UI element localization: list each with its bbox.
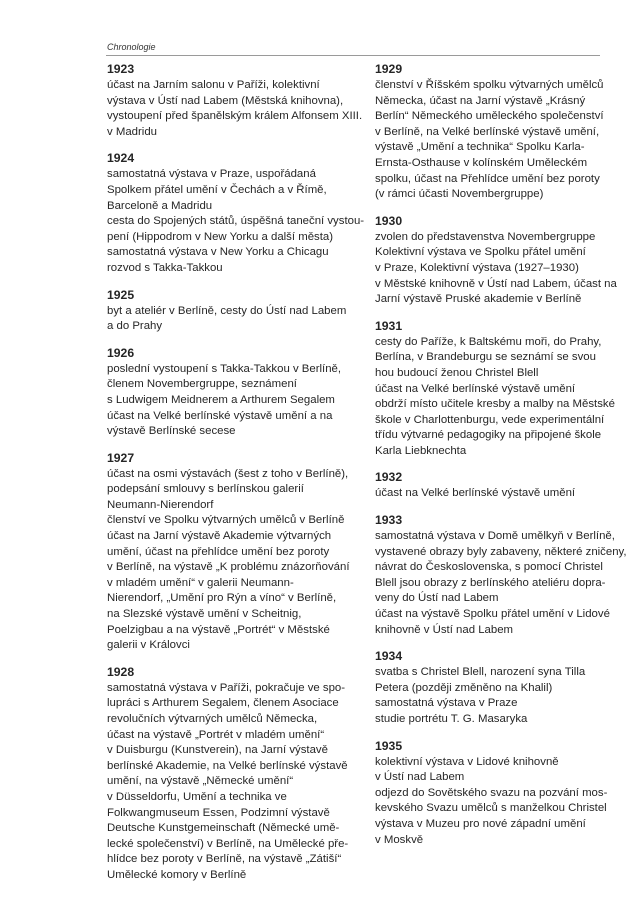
running-header: Chronologie [107,42,156,52]
entry-text-line: v mladém umění“ v galerii Neumann- [107,576,294,589]
entry-text-line: umění, účast na přehlídce umění bez poroty [107,545,330,558]
entry-text-line: Spolkem přátel umění v Čechách a v Římě, [107,183,327,196]
entry-text-line: Deutsche Kunstgemeinschaft (Německé umě- [107,822,340,835]
entry-text-line: samostatná výstava v Paříži, pokračuje ve spo- [107,681,346,694]
entry-text-line: samostatná výstava v Praze, uspořádaná [107,168,316,181]
entry-text-line: členství v Říšském spolku výtvarných umělců [375,79,604,91]
entry-text-line: účast na Jarním salonu v Paříži, kolektivní [107,79,320,91]
entry-year: 1933 [375,513,403,528]
entry-year: 1928 [107,664,135,679]
entry-text-line: poslední vystoupení s Takka-Takkou v Berlíně, [107,362,342,375]
entry-year: 1930 [375,213,403,228]
entry-text-line: v Praze, Kolektivní výstava (1927–1930) [375,261,579,274]
entry-text-line: lupráci s Arthurem Segalem, členem Asociace [107,697,339,710]
entry-text-line: Německa, účast na Jarní výstavě „Krásný [375,94,586,107]
entry-text-line: samostatná výstava v Domě umělkyň v Berlíně, [375,530,615,543]
entry-text-line: zvolen do představenstva Novembergruppe [375,230,596,243]
entry-text-line: účast na Velké berlínské výstavě umění [375,487,576,500]
chronology-entry [375,62,615,203]
entry-text-line: třídu výtvarné pedagogiky na připojené škole [375,429,602,442]
chronology-entry [375,513,627,638]
chronology-entry [375,319,615,460]
entry-text-line: Nierendorf, „Umění pro Rýn a víno“ v Berlíně, [107,592,337,605]
entry-text-line: odjezd do Sovětského svazu na pozvání mos- [375,786,608,799]
entry-text-line: návrat do Československa, s pomocí Christel [375,561,603,574]
entry-text-line: výstava v Ústí nad Labem (Městská knihovna), [107,94,344,107]
entry-year: 1925 [107,287,135,302]
entry-year: 1926 [107,345,135,360]
entry-text-line: Blell jsou obrazy z berlínského ateliéru dopra- [375,576,606,589]
chronology-entry [375,214,615,308]
entry-year: 1923 [107,62,135,76]
entry-text-line: Ernsta-Osthause v kolínském Uměleckém [375,156,588,169]
entry-text-line: účast na výstavě „Portrét v mladém umění“ [107,728,325,741]
entry-text-line: byt a ateliér v Berlíně, cesty do Ústí nad Labem [107,304,347,317]
entry-text-line: v Berlíně, na Velké berlínské výstavě umění, [375,125,600,138]
chronology-entry [107,288,369,335]
entry-text-line: Karla Liebknechta [375,444,467,457]
entry-text-line: knihovně v Ústí nad Labem [375,623,514,636]
entry-text-line: revolučních výtvarných umělců Německa, [107,713,318,725]
entry-text-line: kolektivní výstava v Lidové knihovně [375,755,559,768]
entry-text-line: Berlína, v Brandeburgu se seznámí se svou [375,351,596,364]
entry-text-line: Neumann-Nierendorf [107,498,214,511]
entry-text-line: rozvod s Takka-Takkou [107,261,223,274]
entry-text-line: berlínské Akademie, na Velké berlínské výstavě [107,759,348,772]
entry-text-line: výstavě „Umění a technika“ Spolku Karla- [375,141,585,154]
entry-text-line: cesta do Spojených států, úspěšná taneční vystou- [107,215,365,228]
entry-text-line: v Duisburgu (Kunstverein), na Jarní výstavě [107,744,328,757]
entry-text-line: Kolektivní výstava ve Spolku přátel umění [375,246,586,259]
entry-text-line: Berlín“ Německého uměleckého společenství [375,110,604,123]
entry-text-line: v Moskvě [375,833,424,846]
entry-text-line: Petera (později změněno na Khalil) [375,681,553,694]
entry-text-line: studie portrétu T. G. Masaryka [375,713,528,725]
entry-text-line: účast na Velké berlínské výstavě umění a na [107,409,333,422]
entry-text-line: členem Novembergruppe, seznámení [107,378,297,391]
entry-text-line: pení (Hippodrom v New Yorku a další města) [107,230,334,243]
entry-year: 1932 [375,470,403,485]
entry-text-line: v Ústí nad Labem [375,771,465,784]
entry-year: 1934 [375,649,403,664]
entry-text-line: lecké společenství) v Berlíně, na Umělecké pře- [107,837,349,850]
chronology-column-left [107,62,369,895]
header-rule [106,55,600,56]
chronology-entry [107,62,369,140]
entry-text-line: v Madridu [107,125,158,138]
entry-text-line: s Ludwigem Meidnerem a Arthurem Segalem [107,393,335,406]
entry-text-line: podepsání smlouvy s berlínskou galerií [107,483,304,496]
entry-text-line: výstava v Muzeu pro nové západní umění [375,817,586,830]
entry-text-line: cesty do Paříže, k Baltskému moři, do Prahy, [375,335,602,348]
entry-text-line: samostatná výstava v Praze [375,697,518,710]
entry-text-line: škole v Charlottenburgu, vede experimentální [375,413,605,426]
chronology-entry [375,649,615,727]
entry-text-line: hou budoucí ženou Christel Blell [375,366,539,379]
chronology-entry [107,451,369,654]
entry-text-line: vystoupení před španělským králem Alfonsem XIII. [107,110,363,123]
chronology-entry [375,470,615,502]
entry-text-line: výstavě Berlínské secese [107,425,236,438]
entry-text-line: (v rámci účasti Novembergruppe) [375,188,544,201]
entry-text-line: vystavené obrazy byly zabaveny, některé zničeny, [375,545,627,558]
chronology-entry [107,665,369,884]
entry-text-line: spolku, účast na Přehlídce umění bez poroty [375,172,600,185]
entry-text-line: účast na osmi výstavách (šest z toho v Berlíně), [107,467,349,480]
entry-text-line: účast na výstavě Spolku přátel umění v Lidové [375,608,610,621]
chronology-entry [375,739,615,849]
entry-year: 1931 [375,318,403,333]
entry-text-line: kevského Svazu umělců s manželkou Christel [375,802,607,815]
entry-text-line: Barceloně a Madridu [107,199,213,212]
entry-year: 1935 [375,738,403,753]
entry-text-line: galerii v Královci [107,639,190,652]
entry-text-line: obdrží místo učitele kresby a malby na Městské [375,398,615,411]
entry-text-line: na Slezské výstavě umění v Scheitnig, [107,608,302,621]
entry-year: 1929 [375,62,403,76]
entry-text-line: hlídce bez poroty v Berlíně, na výstavě „Zátiší“ [107,853,342,866]
entry-text-line: členství ve Spolku výtvarných umělců v Berlíně [107,514,345,527]
chronology-entry [107,151,369,276]
entry-text-line: svatba s Christel Blell, narození syna Tilla [375,666,586,679]
entry-text-line: v Düsseldorfu, Umění a technika ve [107,790,287,803]
entry-text-line: Folkwangmuseum Essen, Podzimní výstavě [107,806,330,819]
entry-text-line: Jarní výstavě Pruské akademie v Berlíně [375,293,582,306]
entry-text-line: samostatná výstava v New Yorku a Chicagu [107,246,329,259]
entry-text-line: v Berlíně, na výstavě „K problému znázorňování [107,561,350,574]
chronology-column-right [375,62,627,859]
entry-text-line: Umělecké komory v Berlíně [107,868,247,881]
entry-text-line: veny do Ústí nad Labem [375,592,499,605]
entry-text-line: účast na Velké berlínské výstavě umění [375,382,576,395]
entry-text-line: umění, na výstavě „Německé umění“ [107,775,294,788]
entry-year: 1927 [107,450,135,465]
entry-text-line: v Městské knihovně v Ústí nad Labem, účast na [375,277,617,290]
chronology-entry [107,346,369,440]
entry-text-line: a do Prahy [107,320,163,333]
entry-year: 1924 [107,151,135,166]
entry-text-line: účast na Jarní výstavě Akademie výtvarných [107,530,332,543]
entry-text-line: Poelzigbau a na výstavě „Portrét“ v Městské [107,623,330,636]
